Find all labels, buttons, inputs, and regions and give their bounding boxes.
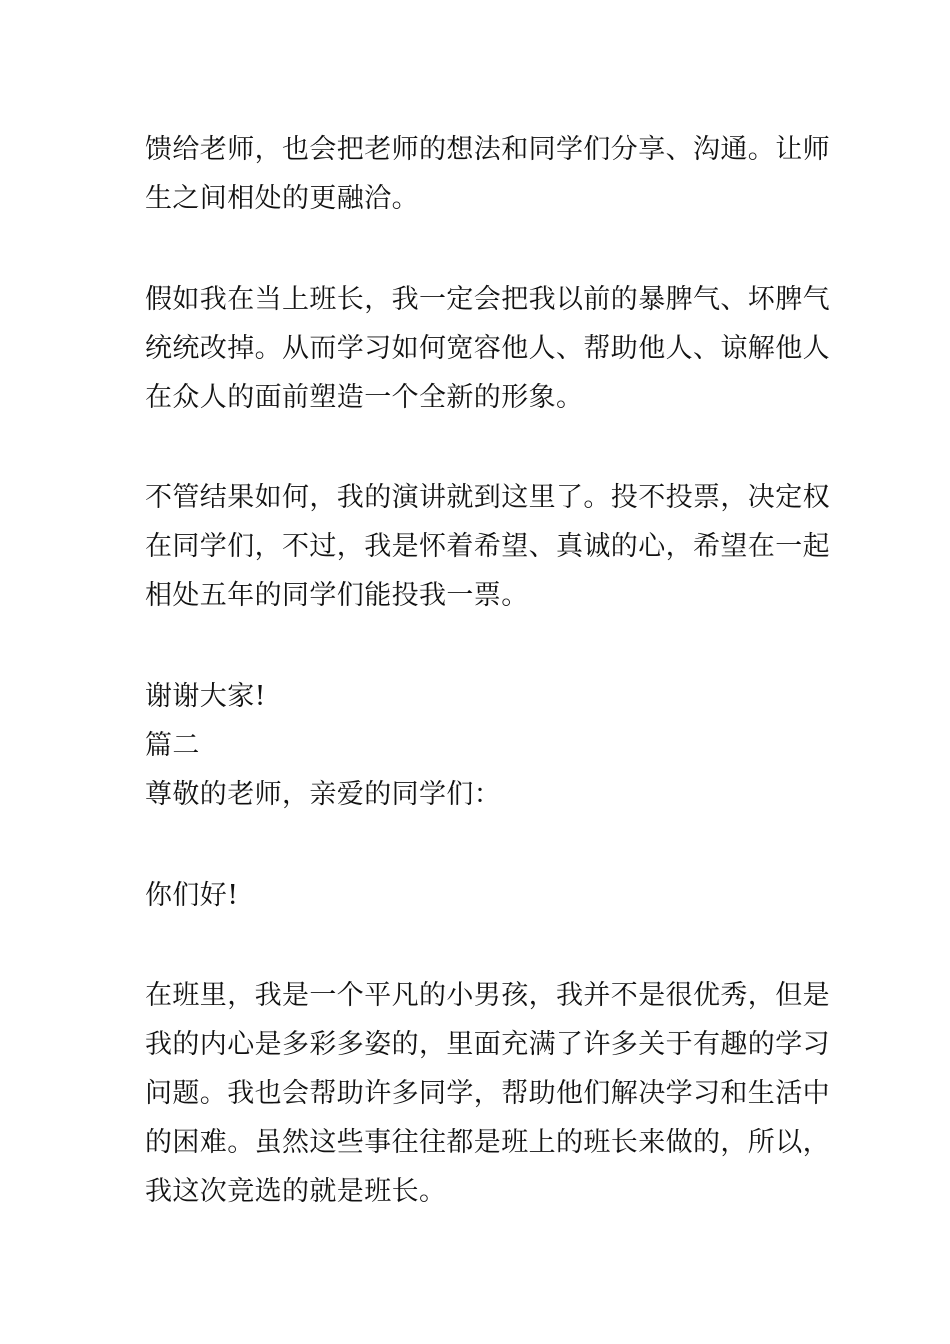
salutation-line: 尊敬的老师，亲爱的同学们： [145, 779, 502, 810]
paragraph-3-line-1: 不管结果如何，我的演讲就到这里了。投不投票，决定权 [145, 482, 830, 513]
thanks-line: 谢谢大家! [145, 681, 266, 712]
greeting-line: 你们好! [145, 880, 239, 911]
paragraph-4-line-2: 我的内心是多彩多姿的，里面充满了许多关于有趣的学习 [145, 1029, 830, 1060]
paragraph-3-line-2: 在同学们，不过，我是怀着希望、真诚的心，希望在一起 [145, 531, 830, 562]
section-title: 篇二 [145, 730, 200, 761]
paragraph-4-line-3: 问题。我也会帮助许多同学，帮助他们解决学习和生活中 [145, 1078, 830, 1109]
paragraph-1-line-2: 生之间相处的更融洽。 [145, 183, 419, 214]
paragraph-2-line-1: 假如我在当上班长，我一定会把我以前的暴脾气、坏脾气 [145, 284, 830, 315]
paragraph-4-line-1: 在班里，我是一个平凡的小男孩，我并不是很优秀，但是 [145, 980, 830, 1011]
paragraph-4-line-5: 我这次竞选的就是班长。 [145, 1176, 447, 1207]
paragraph-2-line-3: 在众人的面前塑造一个全新的形象。 [145, 382, 584, 413]
paragraph-1-line-1: 馈给老师，也会把老师的想法和同学们分享、沟通。让师 [145, 134, 830, 165]
paragraph-2-line-2: 统统改掉。从而学习如何宽容他人、帮助他人、谅解他人 [145, 333, 830, 364]
paragraph-3-line-3: 相处五年的同学们能投我一票。 [145, 580, 529, 611]
paragraph-4-line-4: 的困难。虽然这些事往往都是班上的班长来做的，所以， [145, 1127, 830, 1158]
